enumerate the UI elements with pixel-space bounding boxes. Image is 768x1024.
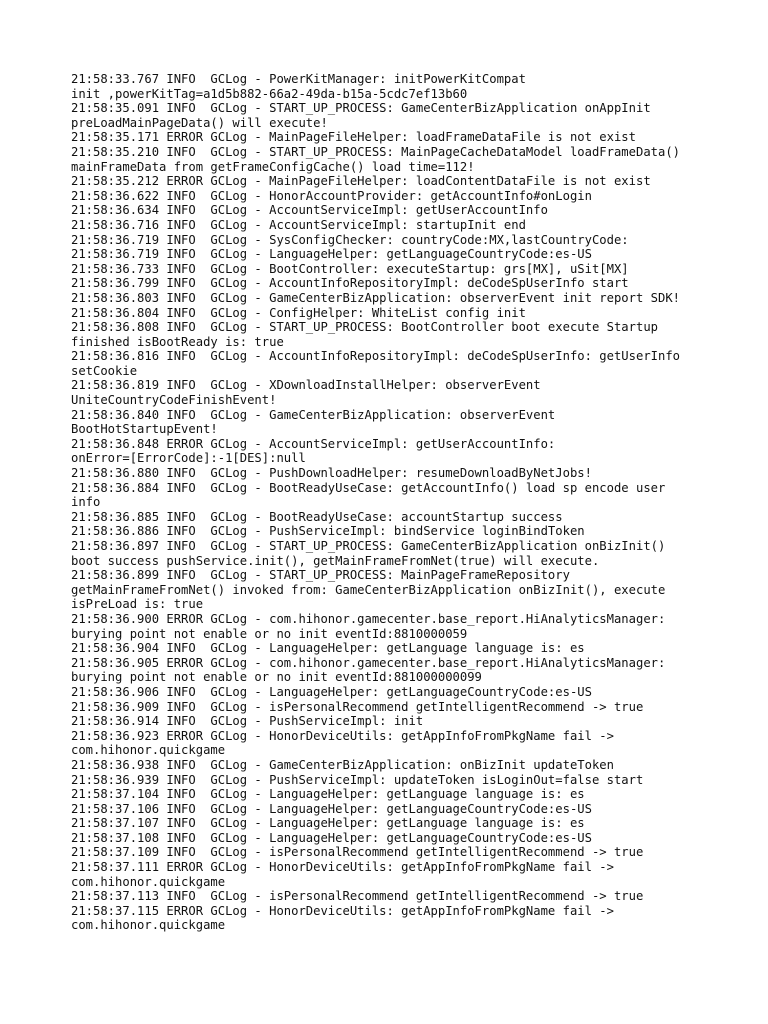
log-line: 21:58:37.113 INFO GCLog - isPersonalRecommend getIntelligentRecommend -> true xyxy=(71,889,644,904)
log-line: init ,powerKitTag=a1d5b882-66a2-49da-b15a-5cdc7ef13b60 xyxy=(71,86,468,101)
log-line: 21:58:36.880 INFO GCLog - PushDownloadHelper: resumeDownloadByNetJobs! xyxy=(71,466,592,481)
log-line: 21:58:36.799 INFO GCLog - AccountInfoRepositoryImpl: deCodeSpUserInfo start xyxy=(71,276,629,291)
log-line: 21:58:36.886 INFO GCLog - PushServiceImpl: bindService loginBindToken xyxy=(71,524,585,539)
log-line: BootHotStartupEvent! xyxy=(71,422,218,437)
log-line: 21:58:36.885 INFO GCLog - BootReadyUseCase: accountStartup success xyxy=(71,509,563,524)
log-line: 21:58:36.819 INFO GCLog - XDownloadInstallHelper: observerEvent xyxy=(71,378,541,393)
log-line: 21:58:36.938 INFO GCLog - GameCenterBizApplication: onBizInit updateToken xyxy=(71,757,614,772)
log-line: 21:58:36.848 ERROR GCLog - AccountServiceImpl: getUserAccountInfo: xyxy=(71,436,556,451)
log-line: 21:58:37.104 INFO GCLog - LanguageHelper: getLanguage language is: es xyxy=(71,787,585,802)
log-line: 21:58:36.622 INFO GCLog - HonorAccountProvider: getAccountInfo#onLogin xyxy=(71,188,592,203)
log-line: 21:58:35.212 ERROR GCLog - MainPageFileHelper: loadContentDataFile is not exist xyxy=(71,174,651,189)
log-line: com.hihonor.quickgame xyxy=(71,918,226,933)
log-line: 21:58:37.107 INFO GCLog - LanguageHelper: getLanguage language is: es xyxy=(71,816,585,831)
log-line: 21:58:37.109 INFO GCLog - isPersonalRecommend getIntelligentRecommend -> true xyxy=(71,845,644,860)
log-line: boot success pushService.init(), getMainFrameFromNet(true) will execute. xyxy=(71,553,600,568)
log-line: 21:58:37.108 INFO GCLog - LanguageHelper: getLanguageCountryCode:es-US xyxy=(71,830,592,845)
log-line: burying point not enable or no init eventId:8810000059 xyxy=(71,626,468,641)
log-line: 21:58:37.106 INFO GCLog - LanguageHelper: getLanguageCountryCode:es-US xyxy=(71,801,592,816)
log-line: 21:58:36.634 INFO GCLog - AccountServiceImpl: getUserAccountInfo xyxy=(71,203,548,218)
log-line: 21:58:36.904 INFO GCLog - LanguageHelper: getLanguage language is: es xyxy=(71,641,585,656)
log-line: 21:58:37.115 ERROR GCLog - HonorDeviceUtils: getAppInfoFromPkgName fail -> xyxy=(71,903,614,918)
log-line: 21:58:36.939 INFO GCLog - PushServiceImpl: updateToken isLoginOut=false start xyxy=(71,772,644,787)
log-line: 21:58:37.111 ERROR GCLog - HonorDeviceUtils: getAppInfoFromPkgName fail -> xyxy=(71,860,614,875)
log-line: com.hihonor.quickgame xyxy=(71,874,226,889)
log-line: 21:58:36.897 INFO GCLog - START_UP_PROCESS: GameCenterBizApplication onBizInit() xyxy=(71,539,666,553)
log-line: 21:58:36.719 INFO GCLog - SysConfigChecker: countryCode:MX,lastCountryCode: xyxy=(71,232,629,247)
log-line: 21:58:36.914 INFO GCLog - PushServiceImpl: init xyxy=(71,714,424,729)
log-line: 21:58:35.210 INFO GCLog - START_UP_PROCESS: MainPageCacheDataModel loadFrameData() xyxy=(71,144,681,159)
log-line: 21:58:35.091 INFO GCLog - START_UP_PROCESS: GameCenterBizApplication onAppInit xyxy=(71,101,651,116)
log-text-block xyxy=(71,72,731,933)
log-line: 21:58:36.900 ERROR GCLog - com.hihonor.gamecenter.base_report.HiAnalyticsManager: xyxy=(71,611,666,626)
log-line: 21:58:36.905 ERROR GCLog - com.hihonor.gamecenter.base_report.HiAnalyticsManager: xyxy=(71,655,666,670)
log-line: 21:58:36.816 INFO GCLog - AccountInfoRepositoryImpl: deCodeSpUserInfo: getUserInfo xyxy=(71,349,681,364)
log-line: mainFrameData from getFrameConfigCache() load time=112! xyxy=(71,159,475,174)
log-line: 21:58:36.909 INFO GCLog - isPersonalRecommend getIntelligentRecommend -> true xyxy=(71,699,644,714)
log-line: 21:58:33.767 INFO GCLog - PowerKitManager: initPowerKitCompat xyxy=(71,72,526,86)
log-line: isPreLoad is: true xyxy=(71,597,204,612)
log-line: info xyxy=(71,495,101,510)
log-line: UniteCountryCodeFinishEvent! xyxy=(71,393,277,408)
log-line: 21:58:36.808 INFO GCLog - START_UP_PROCESS: BootController boot execute Startup xyxy=(71,320,658,335)
log-line: 21:58:36.923 ERROR GCLog - HonorDeviceUtils: getAppInfoFromPkgName fail -> xyxy=(71,728,614,743)
log-line: 21:58:36.716 INFO GCLog - AccountServiceImpl: startupInit end xyxy=(71,217,526,232)
log-line: 21:58:36.899 INFO GCLog - START_UP_PROCESS: MainPageFrameRepository xyxy=(71,568,570,583)
log-line: getMainFrameFromNet() invoked from: GameCenterBizApplication onBizInit(), execute xyxy=(71,582,666,597)
log-line: com.hihonor.quickgame xyxy=(71,743,226,758)
log-line: setCookie xyxy=(71,363,138,378)
log-line: 21:58:35.171 ERROR GCLog - MainPageFileHelper: loadFrameDataFile is not exist xyxy=(71,130,636,145)
log-line: finished isBootReady is: true xyxy=(71,334,284,349)
log-line: burying point not enable or no init eventId:881000000099 xyxy=(71,670,482,685)
log-line: 21:58:36.840 INFO GCLog - GameCenterBizApplication: observerEvent xyxy=(71,407,556,422)
log-line: 21:58:36.884 INFO GCLog - BootReadyUseCase: getAccountInfo() load sp encode user xyxy=(71,480,666,495)
log-line: preLoadMainPageData() will execute! xyxy=(71,115,328,130)
log-line: 21:58:36.803 INFO GCLog - GameCenterBizApplication: observerEvent init report SDK! xyxy=(71,290,681,305)
log-line: onError=[ErrorCode]:-1[DES]:null xyxy=(71,451,306,466)
log-line: 21:58:36.733 INFO GCLog - BootController: executeStartup: grs[MX], uSit[MX] xyxy=(71,261,629,276)
log-line: 21:58:36.804 INFO GCLog - ConfigHelper: WhiteList config init xyxy=(71,305,526,320)
log-line: 21:58:36.906 INFO GCLog - LanguageHelper: getLanguageCountryCode:es-US xyxy=(71,684,592,699)
log-line: 21:58:36.719 INFO GCLog - LanguageHelper: getLanguageCountryCode:es-US xyxy=(71,247,592,262)
